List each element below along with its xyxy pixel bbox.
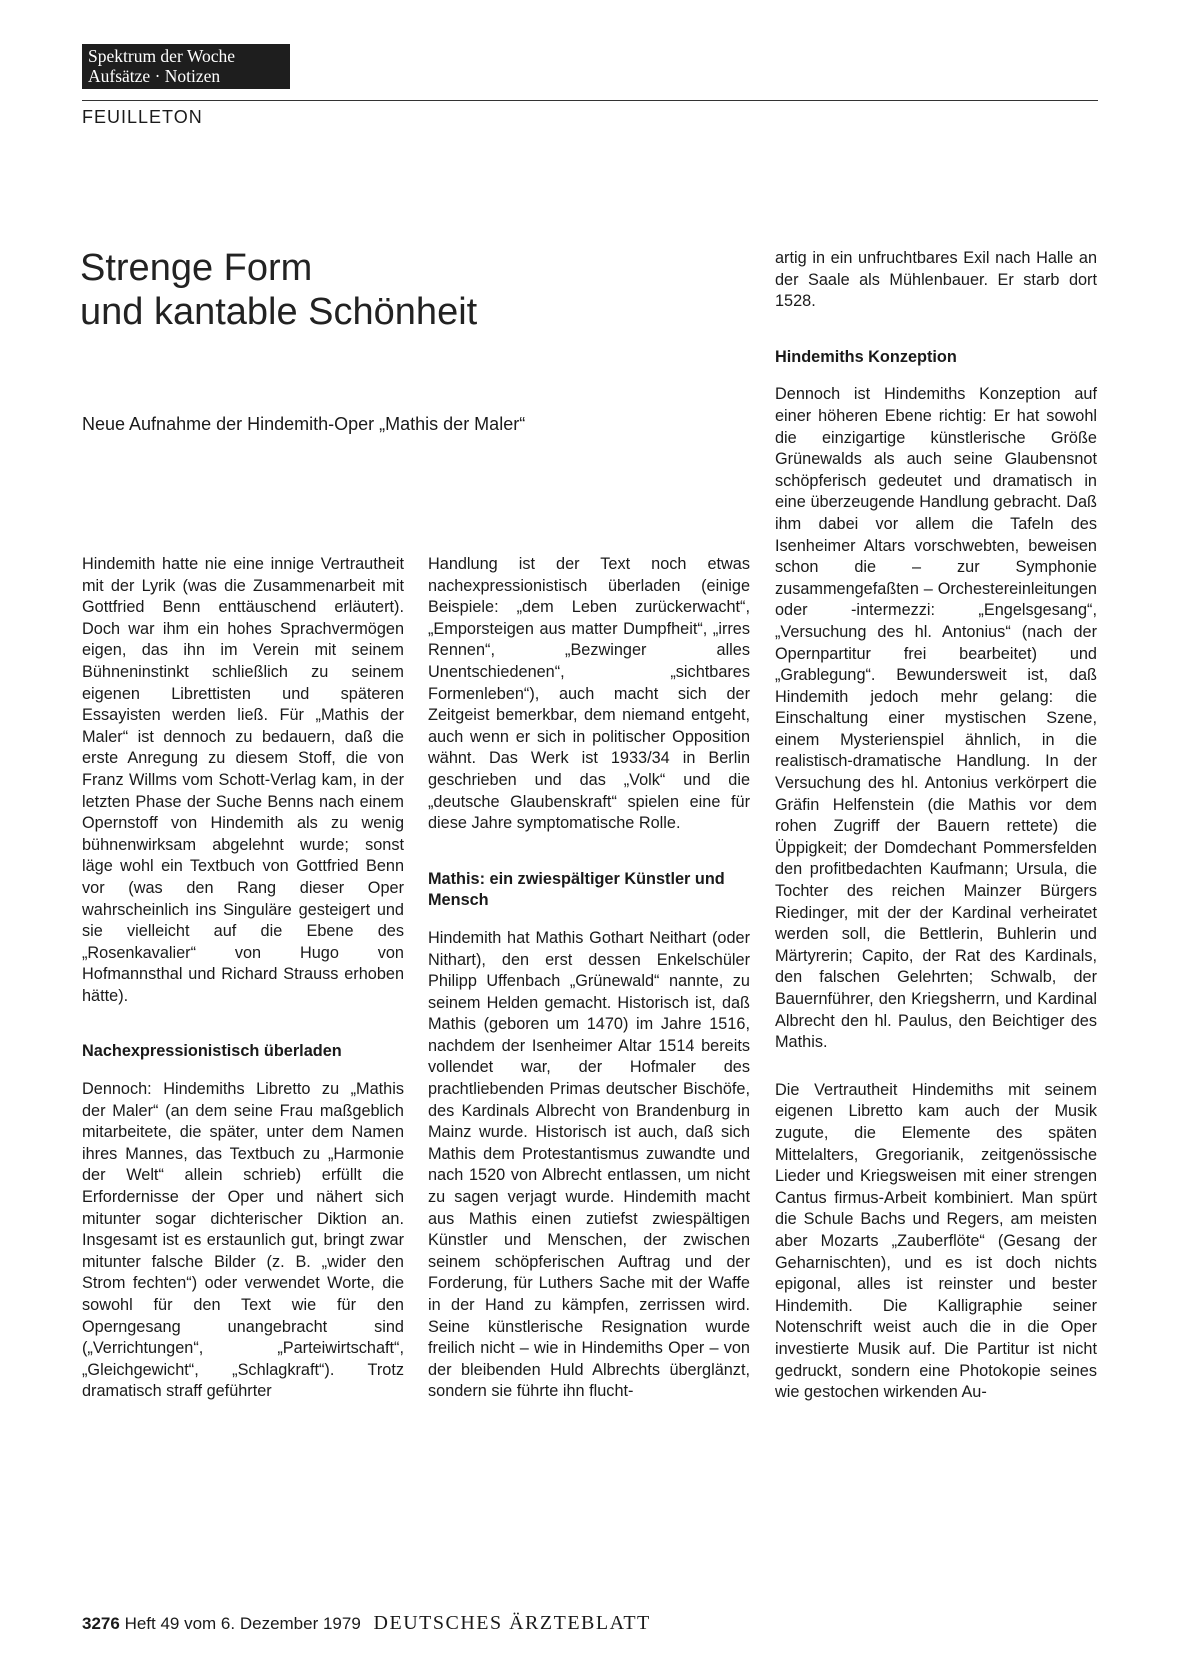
- section-box: [82, 44, 290, 89]
- section-line-1: Spektrum der Woche: [88, 46, 235, 66]
- paragraph: Hindemith hatte nie eine innige Vertrautheit mit der Lyrik (was die Zusammenarbeit mit Gottfried Benn enttäuschend erläutert). Doch war ihm ein hohes Sprachvermögen eigen, das ihn im Verein mit seinem Bühneninstinkt schließlich zu seinem eigenen Librettisten und späteren Essayisten werden ließ. Für „Mathis der Maler“ ist dennoch zu bedauern, daß die erste Anregung zu diesem Stoff, die von Franz Willms vom Schott-Verlag kam, in der letzten Phase der Suche Benns nach einem Opernstoff von Hindemith als zu wenig bühnenwirksam abgelehnt wurde; sonst läge wohl ein Textbuch von Gottfried Benn vor (was den Rang dieser Oper wahrscheinlich ins Singuläre gesteigert und sie vielleicht auf die Ebene des „Rosenkavalier“ von Hugo von Hofmannsthal und Richard Strauss erhoben hätte).: [82, 555, 404, 1005]
- article-subtitle: Neue Aufnahme der Hindemith-Oper „Mathis der Maler“: [82, 414, 526, 434]
- page-number: 3276: [82, 1614, 120, 1633]
- page-footer: [82, 1612, 651, 1635]
- section-label: FEUILLETON: [82, 107, 203, 127]
- subheading: Mathis: ein zwiespältiger Künstler und Mensch: [428, 869, 725, 910]
- header-rule: [82, 100, 1098, 101]
- journal-name: DEUTSCHES ÄRZTEBLATT: [373, 1612, 651, 1634]
- paragraph: Die Vertrautheit Hindemiths mit seinem eigenen Libretto kam auch der Musik zugute, die Elemente des späten Mittelalters, Gregorianik, zeitgenössische Lieder und Kriegsweisen mit einer strengen Cantus firmus-Arbeit kombiniert. Man spürt die Schule Bachs und Regers, am meisten aber Mozarts „Zauberflöte“ (Gesang der Geharnischten), und es ist doch nichts epigonal, alles ist reinster und bester Hindemith. Die Kalligraphie seiner Notenschrift weist auch die in die Oper investierte Musik auf. Die Partitur ist nicht gedruckt, sondern eine Photokopie seines wie gestochen wirkenden Au-: [775, 1080, 1097, 1402]
- issue-info: Heft 49 vom 6. Dezember 1979: [124, 1614, 361, 1633]
- column-1: [82, 554, 404, 1403]
- section-line-2: Aufsätze · Notizen: [88, 66, 221, 86]
- column-3: [775, 248, 1097, 1404]
- paragraph: Handlung ist der Text noch etwas nachexpressionistisch überladen (einige Beispiele: „dem Leben zurückerwacht“, „Emporsteigen aus matter Dumpfheit“, „irres Rennen“, „Bezwinger alles Unentschiedenen“, „sichtbares Formenleben“), auch macht sich der Zeitgeist bemerkbar, dem niemand entgeht, auch wenn er sich in politischer Opposition wähnt. Das Werk ist 1933/34 in Berlin geschrieben und das „Volk“ und die „deutsche Glaubenskraft“ spielen eine für diese Jahre symptomatische Rolle.: [428, 555, 750, 833]
- paragraph: Hindemith hat Mathis Gothart Neithart (oder Nithart), den erst dessen Enkelschüler Philipp Uffenbach „Grünewald“ nannte, zu seinem Helden gemacht. Historisch ist, daß Mathis (geboren um 1470) im Jahre 1516, nachdem der Isenheimer Altar 1514 bereits vollendet war, der Hofmaler des prachtliebenden Primas deutscher Bischöfe, des Kardinals Albrecht von Brandenburg in Mainz wurde. Historisch ist auch, daß sich Mathis dem Protestantismus zuwandte und nach 1520 von Albrecht entlassen, um nicht zu sagen verjagt wurde. Hindemith macht aus Mathis einen zutiefst zwiespältigen Künstler und Menschen, der zwischen seinem schöpferischen Auftrag und der Forderung, für Luthers Sache mit der Waffe in der Hand zu kämpfen, zerrissen wird. Seine künstlerische Resignation wurde freilich nicht – wie in Hindemiths Oper – von der bleibenden Huld Albrechts überglänzt, sondern sie führte ihn flucht-: [428, 928, 750, 1401]
- paragraph: artig in ein unfruchtbares Exil nach Halle an der Saale als Mühlenbauer. Er starb dort 1528.: [775, 249, 1097, 311]
- title-line-2: und kantable Schönheit: [80, 291, 478, 333]
- subheading: Hindemiths Konzeption: [775, 347, 957, 366]
- subheading: Nachexpressionistisch überladen: [82, 1042, 342, 1061]
- article-title: [80, 246, 477, 334]
- title-line-1: Strenge Form: [80, 247, 313, 289]
- paragraph: Dennoch: Hindemiths Libretto zu „Mathis der Maler“ (an dem seine Frau maßgeblich mitarbeitete, die später, unter dem Namen ihres Mannes, das Textbuch zu „Harmonie der Welt“ allein schrieb) erfüllt die Erfordernisse der Oper und nähert sich mitunter sogar dichterischer Diktion an. Insgesamt ist es erstaunlich gut, bringt zwar mitunter falsche Bilder (z. B. „wider den Strom fechten“) oder verwendet Worte, die sowohl für den Text wie für den Operngesang unangebracht sind („Verrichtungen“, „Parteiwirtschaft“, „Gleichgewicht“, „Schlagkraft“). Trotz dramatisch straff geführter: [82, 1080, 404, 1401]
- column-2: [428, 554, 750, 1403]
- paragraph: Dennoch ist Hindemiths Konzeption auf einer höheren Ebene richtig: Er hat sowohl die einzigartige künstlerische Größe Grünewalds als auch seine Glaubensnot schöpferisch gedeutet und dramatisch in eine überzeugende Handlung gebracht. Daß ihm dabei vor allem die Tafeln des Isenheimer Altars vorschwebten, beweisen schon die – zur Symphonie zusammengefaßten – Orchestereinleitungen oder -intermezzi: „Engelsgesang“, „Versuchung des hl. Antonius“ (nach der Opernpartitur frei bearbeitet) und „Grablegung“. Bewundersweit ist, daß Hindemith jedoch mehr gelang: die Einschaltung einer mystischen Szene, einem Mysterienspiel ähnlich, in die realistisch-dramatische Handlung. In der Versuchung des hl. Antonius verkörpert die Gräfin Helfenstein (die Mathis vor dem rohen Zugriff der Bauern rettete) die Üppigkeit; der Domdechant Pommersfelden den profitbedachten Kaufmann; Ursula, die Tochter des reichen Mainzer Bürgers Riedinger, mit der der Kardinal verheiratet werden soll, die Bettlerin, Buhlerin und Märtyrerin; Capito, der Rat des Kardinals, den falschen Gelehrten; Schwalb, der Bauernführer, den Kriegsherrn, und Kardinal Albrecht den hl. Paulus, den Beichtiger des Mathis.: [775, 385, 1097, 1052]
